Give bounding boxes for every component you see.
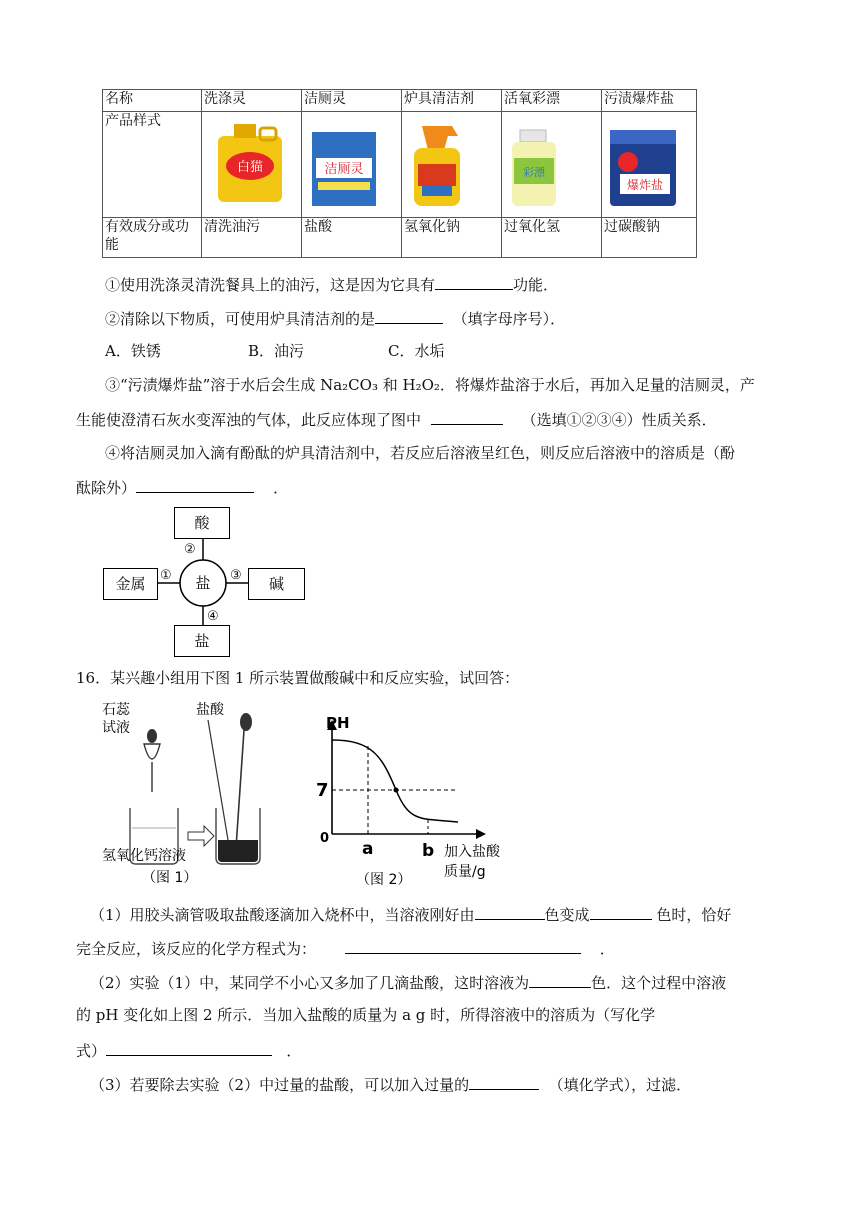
solution-label: 氢氧化钙溶液: [102, 848, 186, 864]
node-metal: 金属: [103, 568, 158, 600]
relation-diagram: [100, 505, 310, 660]
answer-blank[interactable]: [106, 1039, 272, 1056]
hcl-label: 盐酸: [196, 702, 224, 718]
x-axis-label: 加入盐酸: [444, 844, 500, 860]
product-label: 彩漂: [523, 166, 545, 179]
product-image-cell: [202, 112, 302, 218]
relation-number-1: ①: [160, 568, 172, 583]
product-label: 洁厕灵: [324, 162, 364, 177]
question-3-line2: 生能使澄清石灰水变浑浊的气体，此反应体现了图中 （选填①②③④）性质关系．: [76, 408, 717, 430]
y-axis-label: PH: [326, 716, 350, 732]
spray-bottle-image: [404, 112, 494, 212]
litmus-label: 石蕊: [102, 702, 130, 718]
question-4-line2: 酞除外） ．: [76, 476, 288, 498]
product-image-cell: [302, 112, 402, 218]
point-a-label: a: [362, 839, 374, 859]
table-cell: 氢氧化钠: [402, 218, 502, 258]
x-axis-arrow-icon: [476, 829, 486, 839]
point-b-label: b: [422, 841, 435, 861]
dropper-bulb: [240, 713, 252, 731]
product-image-cell: [602, 112, 697, 218]
table-cell: 名称: [103, 90, 202, 112]
product-image-cell: [402, 112, 502, 218]
answer-blank[interactable]: [431, 408, 503, 425]
table-cell: 盐酸: [302, 218, 402, 258]
ph-7-label: 7: [316, 780, 329, 801]
product-label: 爆炸盐: [626, 178, 664, 192]
part-3-line1: （3）若要除去实验（2）中过量的盐酸，可以加入过量的 （填化学式），过滤．: [90, 1073, 691, 1095]
option-a: A．铁锈: [105, 342, 161, 360]
figure-2-caption: （图 2）: [356, 872, 412, 886]
ph-curve: [332, 740, 458, 822]
figure-1-caption: （图 1）: [142, 870, 198, 886]
table-cell: 洁厕灵: [302, 90, 402, 112]
relation-number-4: ④: [207, 609, 219, 624]
question-16-title: 16．某兴趣小组用下图 1 所示装置做酸碱中和反应实验，试回答：: [76, 669, 520, 687]
part-2-line1: （2）实验（1）中，某同学不小心又多加了几滴盐酸，这时溶液为 色．这个过程中溶液: [90, 971, 726, 993]
litmus-label: 试液: [102, 720, 130, 736]
part-1-line1: （1）用胶头滴管吸取盐酸逐滴加入烧杯中，当溶液刚好由 色变成 色时，恰好: [90, 903, 731, 925]
answer-blank[interactable]: [475, 903, 545, 920]
table-cell: 过氧化氢: [502, 218, 602, 258]
option-b: B．油污: [248, 342, 305, 360]
question-4-line1: ④将洁厕灵加入滴有酚酞的炉具清洁剂中，若反应后溶液呈红色，则反应后溶液中的溶质是（酚: [105, 444, 736, 462]
answer-blank[interactable]: [529, 971, 591, 988]
part-1-line2: 完全反应，该反应的化学方程式为： ．: [76, 937, 615, 959]
question-1: ①使用洗涤灵清洗餐具上的油污，这是因为它具有 功能．: [105, 273, 558, 295]
relation-number-2: ②: [184, 542, 196, 557]
part-2-line3: 式） ．: [76, 1039, 301, 1061]
bleach-bottle-image: [504, 112, 594, 212]
node-acid: 酸: [174, 507, 230, 539]
relation-number-3: ③: [230, 568, 242, 583]
table-cell: 污渍爆炸盐: [602, 90, 697, 112]
figure-2-ph-curve: [312, 716, 512, 886]
origin-label: 0: [320, 831, 330, 846]
toilet-cleaner-image: [304, 112, 394, 212]
detergent-bottle-image: [204, 112, 294, 212]
table-cell: 产品样式: [103, 112, 202, 218]
question-3-line1: ③“污渍爆炸盐”溶于水后会生成 Na₂CO₃ 和 H₂O₂．将爆炸盐溶于水后，再加入足量的洁厕灵，产: [105, 376, 755, 394]
stain-salt-pack-image: [604, 112, 694, 212]
table-cell: 炉具清洁剂: [402, 90, 502, 112]
glass-rod: [208, 720, 230, 852]
node-salt: 盐: [174, 625, 230, 657]
product-table: [102, 89, 697, 258]
table-cell: 清洗油污: [202, 218, 302, 258]
table-cell: 活氧彩漂: [502, 90, 602, 112]
question-2: ②清除以下物质，可使用炉具清洁剂的是 （填字母序号）．: [105, 307, 565, 329]
table-cell: 过碳酸钠: [602, 218, 697, 258]
node-base: 碱: [248, 568, 305, 600]
part-2-line2: 的 pH 变化如上图 2 所示．当加入盐酸的质量为 a g 时，所得溶液中的溶质为（写化学: [76, 1006, 656, 1024]
answer-blank[interactable]: [590, 903, 652, 920]
dropper-bulb: [147, 729, 157, 743]
arrow-icon: [188, 826, 214, 846]
product-image-cell: [502, 112, 602, 218]
option-c: C．水垢: [388, 342, 445, 360]
table-cell: 洗涤灵: [202, 90, 302, 112]
node-salt-center: 盐: [195, 574, 211, 592]
answer-blank[interactable]: [375, 307, 443, 324]
answer-blank[interactable]: [469, 1073, 539, 1090]
table-cell: 有效成分或功能: [103, 218, 202, 258]
product-label: 白猫: [236, 160, 264, 175]
figure-1-apparatus: [96, 700, 266, 890]
answer-blank[interactable]: [345, 937, 581, 954]
answer-blank[interactable]: [435, 273, 513, 290]
answer-blank[interactable]: [136, 476, 254, 493]
x-axis-label: 质量/g: [444, 864, 486, 880]
